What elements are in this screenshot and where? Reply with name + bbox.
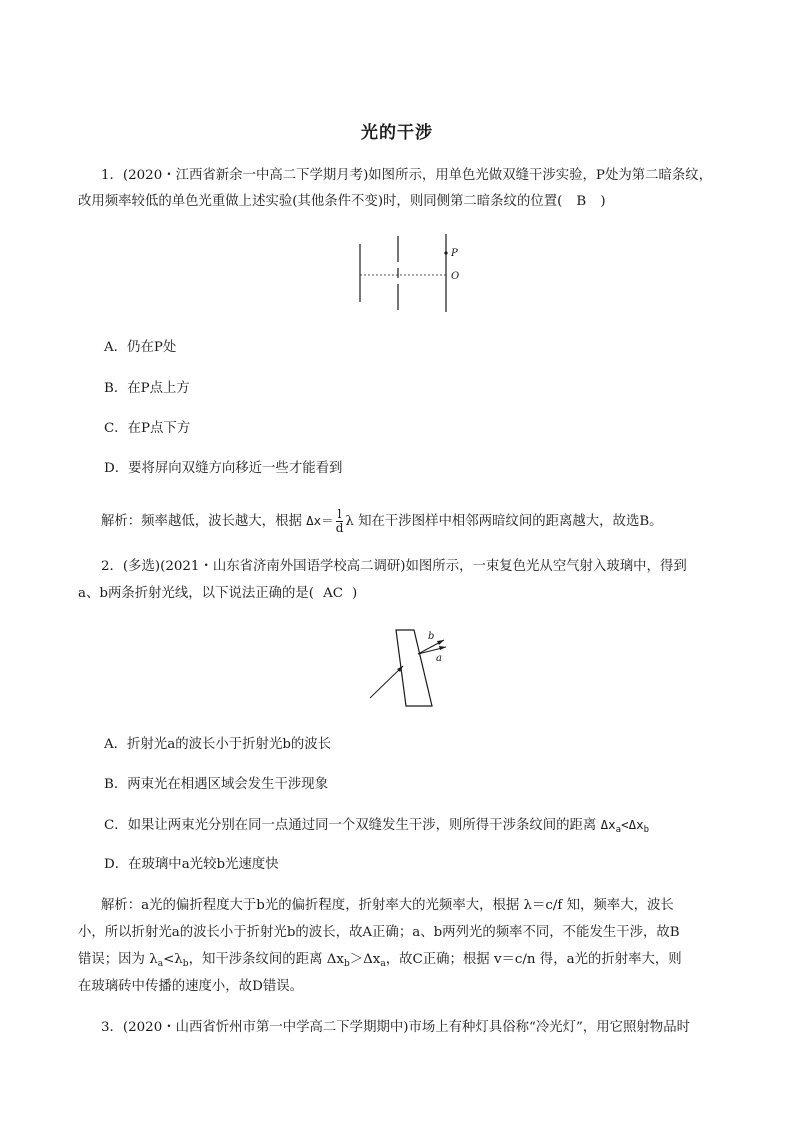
arrow-b [437, 640, 444, 645]
q2-stem-line2 [78, 584, 357, 604]
q1-answer: B [576, 194, 587, 209]
q2-stem-text: a、b两条折射光线，以下说法正确的是( [78, 586, 315, 601]
q1-fraction [336, 508, 344, 535]
q3-stem-line1: 3．(2020・山西省忻州市第一中学高二下学期期中)市场上有种灯具俗称“冷光灯”，用它照射物品时 [101, 1020, 690, 1035]
q1-double-slit-figure [350, 232, 470, 314]
label-p: P [451, 248, 458, 259]
q1-formula-lhs: Δx＝ [306, 513, 334, 528]
q1-close-paren: ) [600, 194, 606, 209]
q1-frac-den: d [335, 521, 344, 535]
q1-formula-rhs: λ [345, 514, 354, 529]
q2-refraction-figure [366, 626, 466, 710]
q2-option-b: B．两束光在相遇区域会发生干涉现象 [104, 777, 329, 792]
q2-analysis-line1: 解析：a光的偏折程度大于b光的偏折程度，折射率大的光频率大，根据 λ＝c/f 知，频率大，波长 [101, 898, 674, 913]
q1-option-a: A．仍在P处 [104, 340, 177, 355]
label-a: a [436, 653, 442, 664]
q1-stem-line2 [78, 192, 606, 212]
q2-analysis-line4: 在玻璃砖中传播的速度小，故D错误。 [78, 979, 303, 994]
label-o: O [451, 271, 460, 282]
q2-analysis-line3: 错误；因为 $\lambda_a<\lambda_b$，知干涉条纹间的距离 $\Delta x_b>\Delta x_a$，故C正确；根据 v＝c/n 得，a光的折射率大，则 [78, 952, 682, 969]
q2-option-c-text: C．如果让两束光分别在同一点通过同一个双缝发生干涉，则所得干涉条纹间的距离 [104, 818, 597, 833]
q1-analysis [101, 508, 663, 535]
q1-option-c: C．在P点下方 [104, 421, 191, 436]
q1-frac-num: l [337, 507, 342, 521]
q2-analysis-line2: 小，所以折射光a的波长小于折射光b的波长，故A正确；a、b两列光的频率不同，不能发生干涉，故B [78, 925, 680, 940]
q1-analysis-suffix: 知在干涉图样中相邻两暗纹间的距离越大，故选B。 [358, 514, 663, 529]
q1-stem-text: 改用频率较低的单色光重做上述实验(其他条件不变)时，则同侧第二暗条纹的位置( [78, 194, 563, 209]
label-b: b [428, 631, 435, 642]
q1-analysis-prefix: 解析：频率越低，波长越大，根据 [101, 514, 302, 529]
q2-answer: AC [323, 586, 343, 601]
q2-stem-line1: 2．(多选)(2021・山东省济南外国语学校高二调研)如图所示，一束复色光从空气射入玻璃中，得到 [101, 559, 687, 574]
point-p-marker [444, 251, 447, 254]
q2-option-a: A．折射光a的波长小于折射光b的波长 [104, 737, 332, 752]
q2-option-c-formula: $\Delta x_a<\Delta x_b$ [600, 817, 650, 835]
q1-option-d: D．要将屏向双缝方向移近一些才能看到 [104, 461, 343, 476]
q1-stem-line1: 1．(2020・江西省新余一中高二下学期月考)如图所示，用单色光做双缝干涉实验，P处为第二暗条纹， [101, 168, 713, 183]
q2-option-c [104, 815, 649, 840]
q2-close-paren: ) [352, 586, 358, 601]
arrow-a [439, 646, 446, 650]
page-title: 光的干涉 [361, 123, 433, 143]
incident-ray [370, 666, 403, 698]
q2-option-d: D．在玻璃中a光较b光速度快 [104, 857, 279, 872]
q1-option-b: B．在P点上方 [104, 381, 190, 396]
